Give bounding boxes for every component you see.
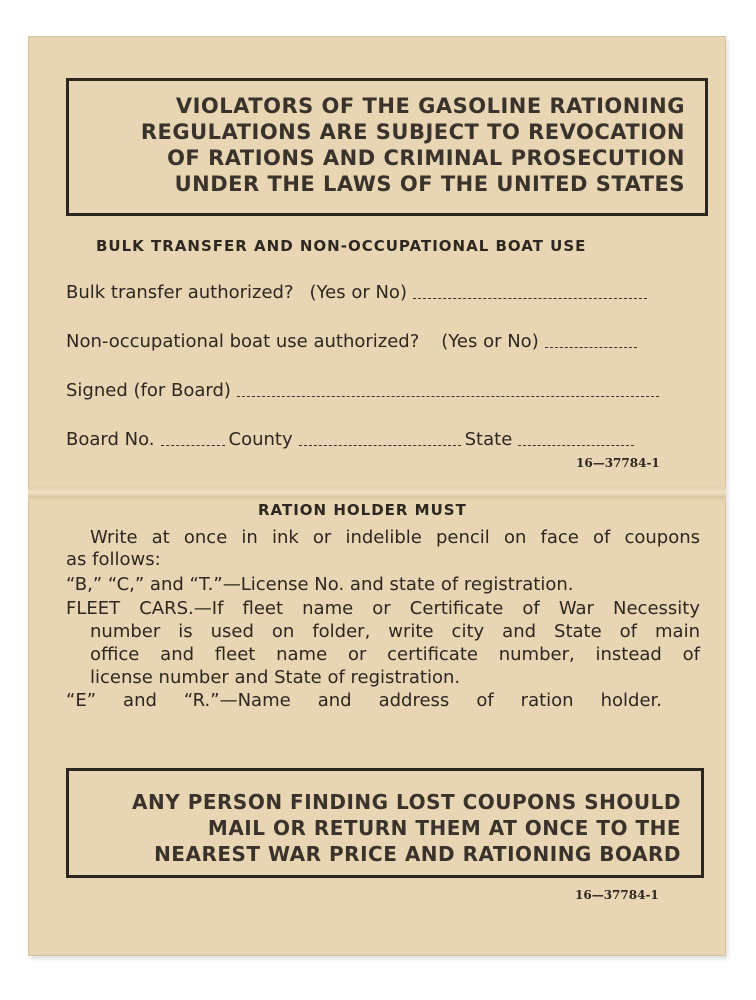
instruction-intro-cont: as follows: xyxy=(66,549,161,570)
bulk-transfer-blank[interactable] xyxy=(413,297,647,299)
lost-coupons-line: MAIL OR RETURN THEM AT ONCE TO THE xyxy=(207,816,681,840)
boat-use-row xyxy=(66,331,641,352)
lost-coupons-line: ANY PERSON FINDING LOST COUPONS SHOULD xyxy=(132,790,681,814)
instruction-fleet-cont: office and fleet name or certificate number, instead of xyxy=(90,644,700,665)
boat-use-hint: (Yes or No) xyxy=(441,331,539,352)
instruction-intro: Write at once in ink or indelible pencil on face of coupons xyxy=(90,527,700,548)
bulk-transfer-hint: (Yes or No) xyxy=(309,282,407,303)
state-label: State xyxy=(464,429,513,450)
form-number-bottom: 16—37784-1 xyxy=(575,888,659,902)
instruction-fleet: FLEET CARS.—If fleet name or Certificate of War Necessity xyxy=(66,598,700,619)
lost-coupons-line: NEAREST WAR PRICE AND RATIONING BOARD xyxy=(154,842,681,866)
warning-line: VIOLATORS OF THE GASOLINE RATIONING xyxy=(175,94,685,118)
lost-coupons-box xyxy=(66,768,704,878)
warning-line: REGULATIONS ARE SUBJECT TO REVOCATION xyxy=(140,120,685,144)
boat-use-label: Non-occupational boat use authorized? xyxy=(66,331,420,352)
signed-label: Signed (for Board) xyxy=(66,380,231,401)
boat-use-blank[interactable] xyxy=(545,346,637,348)
county-label: County xyxy=(228,429,293,450)
bulk-transfer-row xyxy=(66,282,651,303)
warning-line: OF RATIONS AND CRIMINAL PROSECUTION xyxy=(167,146,685,170)
board-location-row xyxy=(66,429,638,450)
board-no-blank[interactable] xyxy=(161,444,225,446)
board-no-label: Board No. xyxy=(66,429,155,450)
instruction-er: “E” and “R.”—Name and address of ration holder. xyxy=(66,690,662,711)
bulk-transfer-label: Bulk transfer authorized? xyxy=(66,282,294,303)
violation-warning-box xyxy=(66,78,708,216)
state-blank[interactable] xyxy=(518,444,634,446)
county-blank[interactable] xyxy=(299,444,461,446)
bulk-transfer-section-title: BULK TRANSFER AND NON-OCCUPATIONAL BOAT USE xyxy=(96,237,587,255)
instruction-bct: “B,” “C,” and “T.”—License No. and state of registration. xyxy=(66,574,574,595)
form-number-top: 16—37784-1 xyxy=(576,456,660,470)
fold-crease xyxy=(28,487,726,501)
instruction-fleet-cont: number is used on folder, write city and State of main xyxy=(90,621,700,642)
ration-holder-title: RATION HOLDER MUST xyxy=(258,501,467,519)
warning-line: UNDER THE LAWS OF THE UNITED STATES xyxy=(174,172,685,196)
signed-row xyxy=(66,380,663,401)
instruction-fleet-cont: license number and State of registration. xyxy=(90,667,461,688)
signature-blank[interactable] xyxy=(237,395,659,397)
